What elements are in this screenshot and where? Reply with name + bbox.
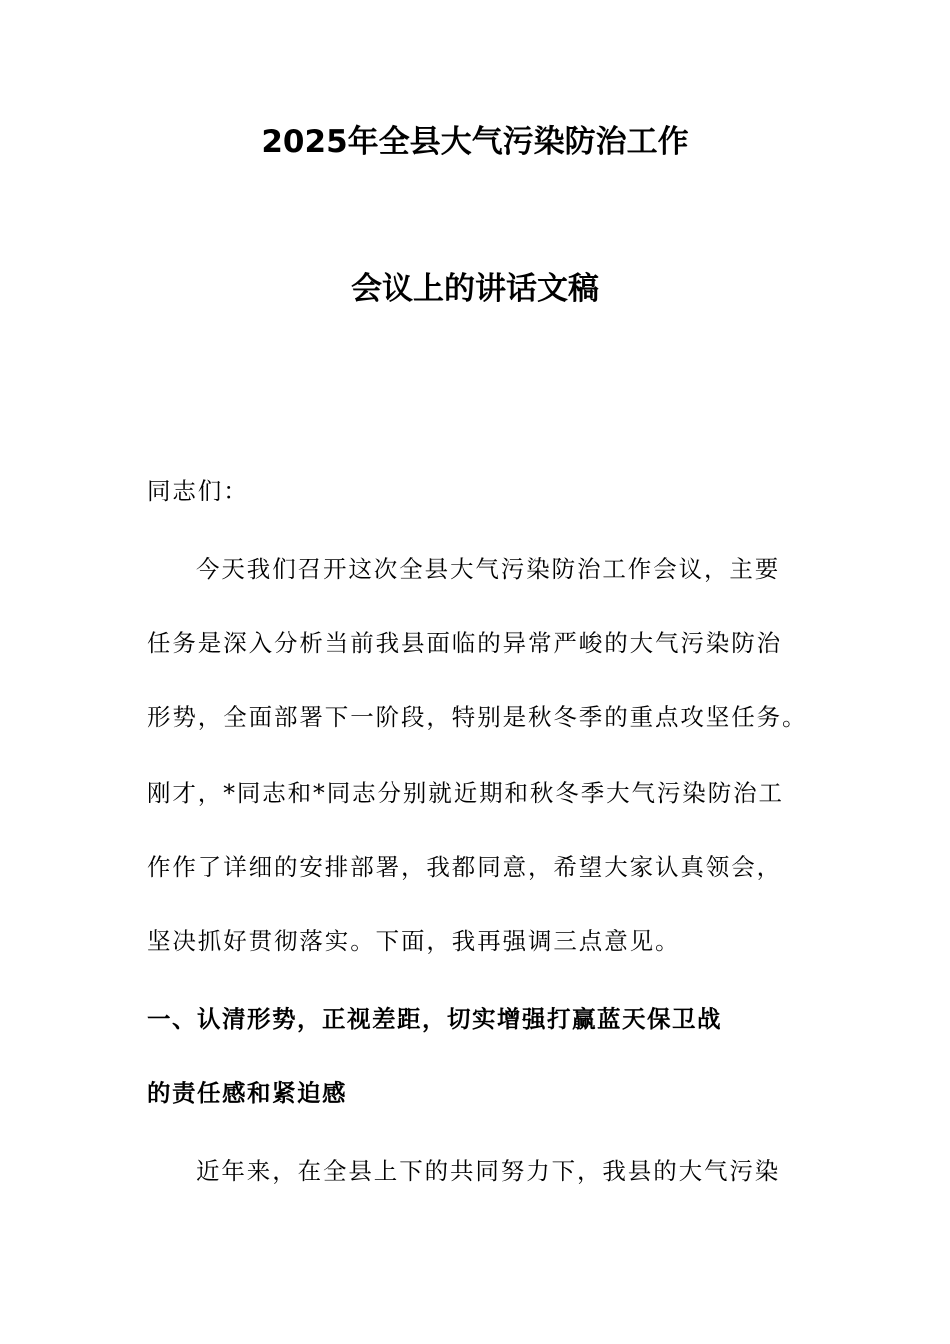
document-title-line-1: 2025年全县大气污染防治工作 (261, 124, 689, 160)
paragraph-line: 刚才，*同志和*同志分别就近期和秋冬季大气污染防治工 (147, 779, 784, 807)
paragraph-line: 坚决抓好贯彻落实。下面，我再强调三点意见。 (147, 927, 681, 955)
paragraph-line: 今天我们召开这次全县大气污染防治工作会议，主要 (196, 555, 781, 583)
paragraph-line: 形势，全面部署下一阶段，特别是秋冬季的重点攻坚任务。 (147, 703, 808, 731)
paragraph-line: 近年来，在全县上下的共同努力下，我县的大气污染 (196, 1157, 781, 1185)
section-heading-line: 的责任感和紧迫感 (147, 1079, 347, 1107)
paragraph-line: 作作了详细的安排部署，我都同意，希望大家认真领会， (147, 853, 782, 881)
paragraph-line: 任务是深入分析当前我县面临的异常严峻的大气污染防治 (147, 629, 782, 657)
section-heading-line: 一、认清形势，正视差距，切实增强打赢蓝天保卫战 (147, 1005, 722, 1033)
salutation: 同志们： (147, 477, 249, 505)
document-title-line-2: 会议上的讲话文稿 (351, 271, 599, 307)
